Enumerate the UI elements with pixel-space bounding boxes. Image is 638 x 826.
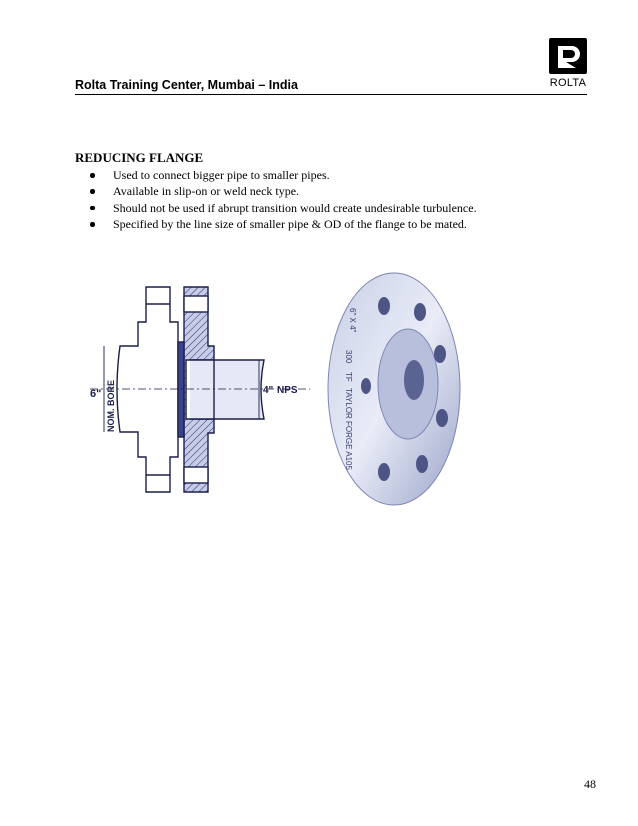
photo-marking: 300: [344, 350, 353, 364]
drawing-label-nps: NPS: [277, 385, 298, 396]
logo-text: ROLTA: [549, 77, 587, 89]
header-rule: [75, 94, 587, 95]
photo-marking: TF: [344, 372, 353, 382]
photo-marking: 6" X 4": [348, 308, 357, 333]
reducing-flange-photo: [322, 268, 464, 510]
section-title: REDUCING FLANGE: [75, 150, 204, 165]
page-number: 48: [584, 777, 596, 791]
drawing-label-right-size: 4": [263, 385, 274, 396]
reducing-flange-drawing: [90, 282, 310, 497]
drawing-label-bore: NOM. BORE: [106, 379, 116, 432]
bullet-item: Should not be used if abrupt transition would create undesirable turbulence.: [90, 200, 477, 216]
bullet-list: [90, 167, 477, 233]
header-title: Rolta Training Center, Mumbai – India: [75, 78, 298, 92]
drawing-label-left-size: 6": [90, 388, 102, 400]
bullet-item: Used to connect bigger pipe to smaller pipes.: [90, 167, 477, 183]
bullet-item: Available in slip-on or weld neck type.: [90, 183, 477, 199]
bullet-item: Specified by the line size of smaller pipe & OD of the flange to be mated.: [90, 216, 477, 232]
photo-marking: TAYLOR FORGE A105: [344, 388, 353, 470]
